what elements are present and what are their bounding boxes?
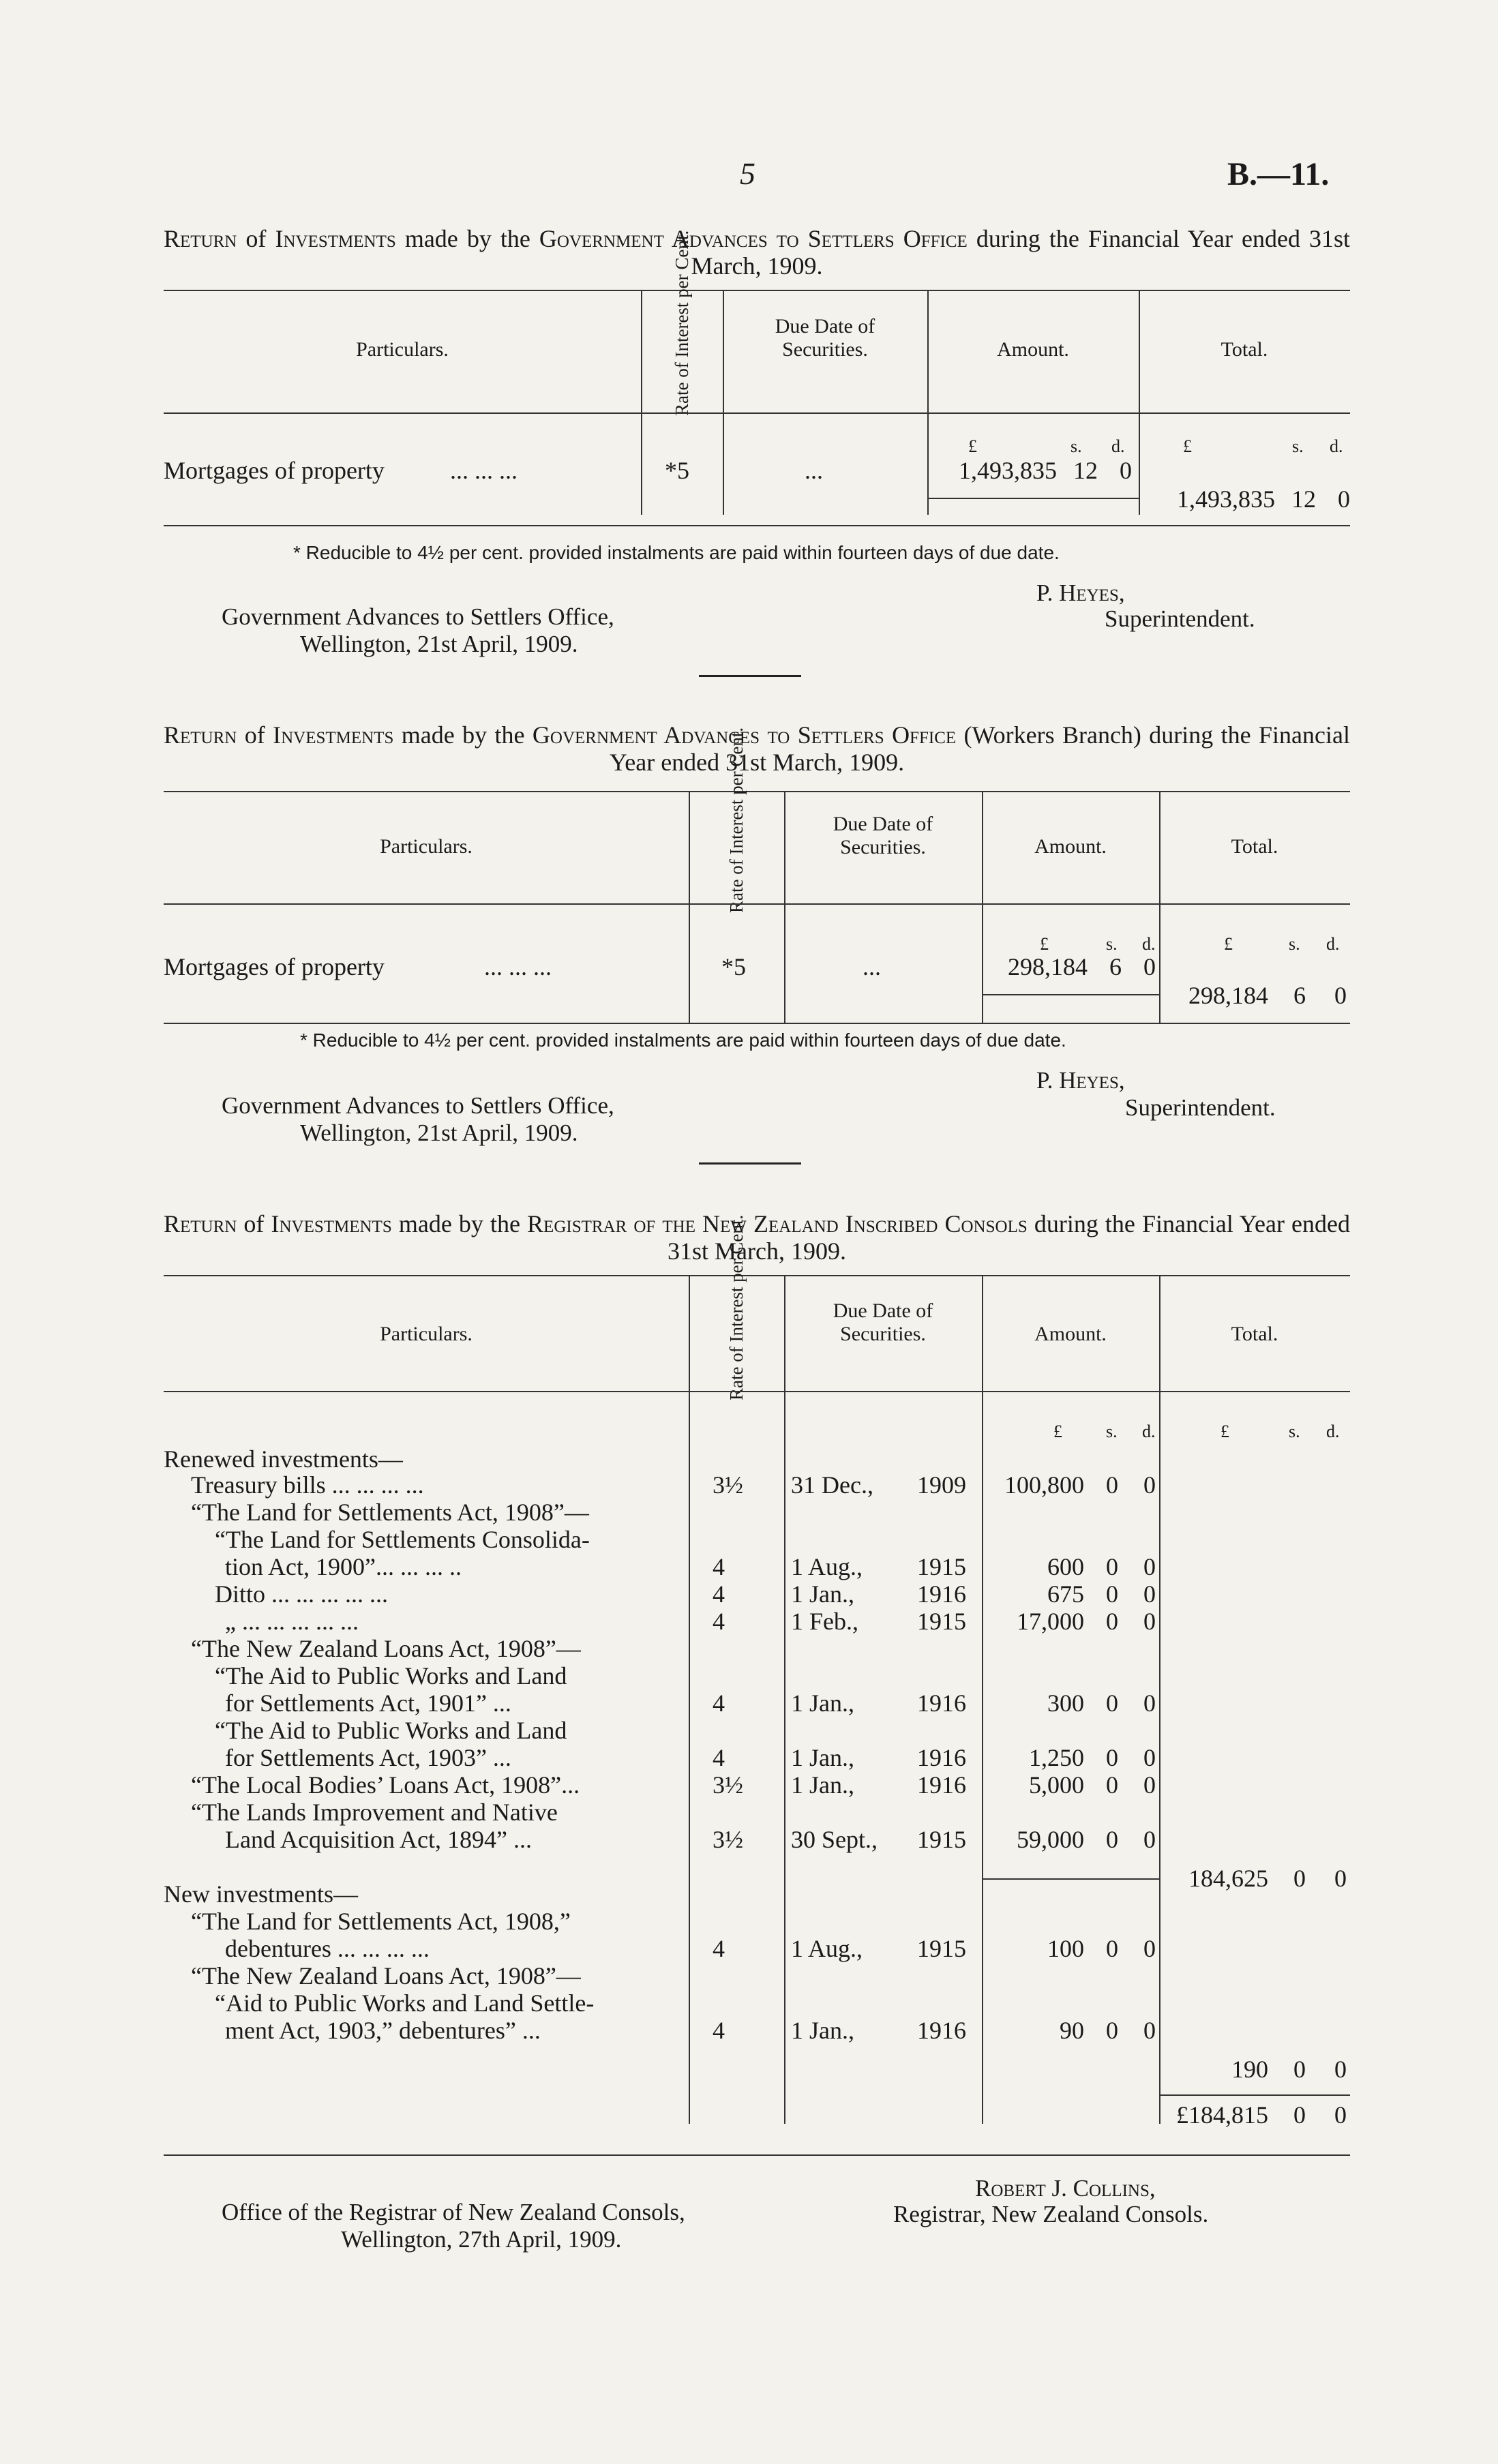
row-particulars: “The Aid to Public Works and Land xyxy=(215,1662,567,1689)
signatory-name: P. Heyes, xyxy=(1036,580,1125,606)
amount-pounds: 600 xyxy=(1047,1553,1084,1580)
header-particulars: Particulars. xyxy=(380,835,473,858)
currency-d: d. xyxy=(1330,436,1343,456)
row-particulars: for Settlements Act, 1901” ... xyxy=(225,1689,511,1717)
section-heading: Return of Investments made by the Government Advances to Settlers Office (Workers Branch) during the Financial Year ended 31st March, 1909. xyxy=(164,721,1351,776)
signatory-title: Superintendent. xyxy=(1125,1094,1276,1121)
header-total: Total. xyxy=(1231,835,1278,858)
section-separator xyxy=(699,675,801,677)
column-divider xyxy=(784,791,785,1023)
row-rate: 4 xyxy=(713,2017,725,2044)
row-particulars: Mortgages of property xyxy=(164,457,385,484)
signatory-name: P. Heyes, xyxy=(1036,1067,1125,1094)
header-rule xyxy=(164,903,1350,905)
currency-s: s. xyxy=(1070,436,1082,456)
subtotal-pence: 0 xyxy=(1334,2056,1347,2083)
amount-shillings: 0 xyxy=(1106,1771,1118,1799)
row-particulars: “The Local Bodies’ Loans Act, 1908”... xyxy=(191,1771,580,1799)
amount-shillings: 0 xyxy=(1106,1744,1118,1771)
grand-total-pence: 0 xyxy=(1334,2101,1347,2129)
amount-pence: 0 xyxy=(1143,1935,1156,1962)
row-rate: 4 xyxy=(713,1935,725,1962)
signatory-title: Superintendent. xyxy=(1105,605,1255,632)
grand-total-shillings: 0 xyxy=(1293,2101,1306,2129)
row-rate: 3½ xyxy=(713,1471,743,1499)
amount-pounds: 1,493,835 xyxy=(959,457,1057,484)
row-due-year: 1916 xyxy=(917,2017,966,2044)
column-divider xyxy=(723,290,724,515)
amount-shillings: 0 xyxy=(1106,2017,1118,2044)
amount-shillings: 0 xyxy=(1106,1935,1118,1962)
amount-pence: 0 xyxy=(1143,1689,1156,1717)
row-due-year: 1915 xyxy=(917,1935,966,1962)
row-due-day: 30 Sept., xyxy=(791,1826,878,1853)
row-rate: *5 xyxy=(721,953,746,980)
amount-pence: 0 xyxy=(1143,1608,1156,1635)
amount-shillings: 0 xyxy=(1106,1580,1118,1608)
amount-pounds: 90 xyxy=(1060,2017,1084,2044)
total-pence: 0 xyxy=(1338,485,1350,513)
column-divider xyxy=(689,1275,690,2124)
currency-d: d. xyxy=(1326,934,1340,954)
column-divider xyxy=(641,290,642,515)
amount-pounds: 300 xyxy=(1047,1689,1084,1717)
row-due-year: 1916 xyxy=(917,1580,966,1608)
column-divider xyxy=(1159,1275,1160,2124)
amount-pounds: 5,000 xyxy=(1029,1771,1084,1799)
footnote: * Reducible to 4½ per cent. provided instalments are paid within fourteen days of due date. xyxy=(300,1030,1066,1051)
amount-shillings: 0 xyxy=(1106,1553,1118,1580)
header-due-date: Due Date of Securities. xyxy=(833,813,933,858)
amount-pounds: 298,184 xyxy=(1008,953,1088,980)
table-top-rule xyxy=(164,1275,1350,1276)
header-due-date: Due Date of Securities. xyxy=(775,315,875,361)
header-rate: Rate of Interest per Cent. xyxy=(672,230,692,416)
subtotal-rule xyxy=(982,1878,1159,1880)
row-due-year: 1916 xyxy=(917,1744,966,1771)
row-particulars: for Settlements Act, 1903” ... xyxy=(225,1744,511,1771)
amount-pounds: 675 xyxy=(1047,1580,1084,1608)
amount-pounds: 17,000 xyxy=(1017,1608,1084,1635)
document-reference: B.—11. xyxy=(1227,156,1330,192)
grand-total-rule xyxy=(1159,2094,1350,2096)
row-due-day: 1 Jan., xyxy=(791,1580,854,1608)
amount-shillings: 6 xyxy=(1109,953,1122,980)
subtotal-pence: 0 xyxy=(1334,1865,1347,1892)
footnote: * Reducible to 4½ per cent. provided instalments are paid within fourteen days of due date. xyxy=(293,542,1060,563)
column-divider xyxy=(982,791,983,1023)
amount-pence: 0 xyxy=(1143,1771,1156,1799)
subtotal-shillings: 0 xyxy=(1293,1865,1306,1892)
row-particulars: Land Acquisition Act, 1894” ... xyxy=(225,1826,532,1853)
header-rule xyxy=(164,412,1350,414)
currency-s: s. xyxy=(1289,1422,1300,1441)
currency-d: d. xyxy=(1142,1422,1156,1441)
row-due-day: 1 Jan., xyxy=(791,2017,854,2044)
amount-pence: 0 xyxy=(1143,1471,1156,1499)
row-particulars: „ ... ... ... ... ... xyxy=(225,1608,359,1635)
table-bottom-rule xyxy=(164,525,1350,526)
row-due-day: 1 Aug., xyxy=(791,1935,863,1962)
table-top-rule xyxy=(164,791,1350,792)
subtotal-pounds: 190 xyxy=(1231,2056,1268,2083)
row-particulars: Ditto ... ... ... ... ... xyxy=(215,1580,389,1608)
amount-pounds: 1,250 xyxy=(1029,1744,1084,1771)
currency-l: £ xyxy=(968,436,977,456)
amount-pence: 0 xyxy=(1143,1826,1156,1853)
header-amount: Amount. xyxy=(1034,835,1107,858)
amount-total-rule xyxy=(927,498,1139,499)
section-heading: Return of Investments made by the Registrar of the New Zealand Inscribed Consols during the Financial Year ended 31st March, 1909. xyxy=(164,1210,1351,1265)
office-name: Office of the Registrar of New Zealand Consols, xyxy=(222,2199,685,2225)
column-divider xyxy=(927,290,929,515)
row-particulars: “The Lands Improvement and Native xyxy=(191,1799,558,1826)
leader-dots: ... ... ... xyxy=(484,953,552,980)
header-rule xyxy=(164,1391,1350,1392)
currency-l: £ xyxy=(1040,934,1049,954)
row-particulars: New investments— xyxy=(164,1880,358,1908)
amount-pounds: 59,000 xyxy=(1017,1826,1084,1853)
row-rate: 4 xyxy=(713,1608,725,1635)
total-pounds: 298,184 xyxy=(1188,982,1268,1009)
row-due-year: 1909 xyxy=(917,1471,966,1499)
row-due-day: 1 Jan., xyxy=(791,1744,854,1771)
place-date: Wellington, 27th April, 1909. xyxy=(341,2226,622,2253)
place-date: Wellington, 21st April, 1909. xyxy=(300,631,578,657)
row-particulars: Renewed investments— xyxy=(164,1445,403,1473)
subtotal-pounds: 184,625 xyxy=(1188,1865,1268,1892)
row-due-day: 31 Dec., xyxy=(791,1471,873,1499)
row-due-year: 1915 xyxy=(917,1553,966,1580)
header-total: Total. xyxy=(1231,1323,1278,1345)
section-separator xyxy=(699,1162,801,1165)
amount-shillings: 0 xyxy=(1106,1608,1118,1635)
row-particulars: ment Act, 1903,” debentures” ... xyxy=(225,2017,541,2044)
currency-l: £ xyxy=(1220,1422,1229,1441)
leader-dots: ... ... ... xyxy=(450,457,518,484)
row-rate: *5 xyxy=(665,457,689,484)
amount-pounds: 100,800 xyxy=(1004,1471,1084,1499)
amount-shillings: 12 xyxy=(1073,457,1098,484)
row-due: ... xyxy=(805,457,823,484)
total-shillings: 6 xyxy=(1293,982,1306,1009)
header-rate: Rate of Interest per Cent. xyxy=(726,727,747,913)
table-top-rule xyxy=(164,290,1350,291)
row-due-year: 1915 xyxy=(917,1826,966,1853)
row-due-day: 1 Aug., xyxy=(791,1553,863,1580)
currency-s: s. xyxy=(1292,436,1304,456)
column-divider xyxy=(1139,290,1140,515)
row-due-year: 1916 xyxy=(917,1771,966,1799)
amount-shillings: 0 xyxy=(1106,1826,1118,1853)
row-due-year: 1915 xyxy=(917,1608,966,1635)
amount-pence: 0 xyxy=(1143,1553,1156,1580)
row-due-day: 1 Feb., xyxy=(791,1608,858,1635)
row-particulars: tion Act, 1900”... ... ... .. xyxy=(225,1553,462,1580)
amount-total-rule xyxy=(982,994,1159,995)
table-bottom-rule xyxy=(164,2154,1350,2156)
row-particulars: “The New Zealand Loans Act, 1908”— xyxy=(191,1962,581,1989)
row-particulars: “The Land for Settlements Act, 1908,” xyxy=(191,1908,571,1935)
currency-l: £ xyxy=(1224,934,1233,954)
row-due-day: 1 Jan., xyxy=(791,1689,854,1717)
page-number: 5 xyxy=(740,156,755,191)
amount-pence: 0 xyxy=(1143,1580,1156,1608)
currency-s: s. xyxy=(1106,1422,1118,1441)
row-rate: 4 xyxy=(713,1689,725,1717)
currency-l: £ xyxy=(1053,1422,1062,1441)
total-pounds: 1,493,835 xyxy=(1177,485,1275,513)
currency-d: d. xyxy=(1111,436,1125,456)
total-pence: 0 xyxy=(1334,982,1347,1009)
header-particulars: Particulars. xyxy=(380,1323,473,1345)
office-name: Government Advances to Settlers Office, xyxy=(222,1092,614,1119)
signatory-name: Robert J. Collins, xyxy=(975,2175,1156,2202)
header-due-date: Due Date of Securities. xyxy=(833,1299,933,1345)
header-total: Total. xyxy=(1220,338,1268,361)
row-rate: 4 xyxy=(713,1553,725,1580)
amount-shillings: 0 xyxy=(1106,1689,1118,1717)
row-rate: 4 xyxy=(713,1744,725,1771)
total-shillings: 12 xyxy=(1291,485,1316,513)
row-particulars: Treasury bills ... ... ... ... xyxy=(191,1471,424,1499)
table-bottom-rule xyxy=(164,1023,1350,1024)
row-particulars: “The Aid to Public Works and Land xyxy=(215,1717,567,1744)
row-due: ... xyxy=(863,953,881,980)
currency-s: s. xyxy=(1289,934,1300,954)
place-date: Wellington, 21st April, 1909. xyxy=(300,1120,578,1146)
header-rate: Rate of Interest per Cent. xyxy=(726,1214,747,1400)
amount-pence: 0 xyxy=(1143,953,1156,980)
header-amount: Amount. xyxy=(997,338,1069,361)
row-due-year: 1916 xyxy=(917,1689,966,1717)
grand-total-pounds: £184,815 xyxy=(1176,2101,1268,2129)
row-particulars: “The New Zealand Loans Act, 1908”— xyxy=(191,1635,581,1662)
column-divider xyxy=(689,791,690,1023)
header-amount: Amount. xyxy=(1034,1323,1107,1345)
subtotal-shillings: 0 xyxy=(1293,2056,1306,2083)
row-particulars: “The Land for Settlements Act, 1908”— xyxy=(191,1499,589,1526)
column-divider xyxy=(784,1275,785,2124)
row-due-day: 1 Jan., xyxy=(791,1771,854,1799)
row-particulars: debentures ... ... ... ... xyxy=(225,1935,430,1962)
section-heading: Return of Investments made by the Government Advances to Settlers Office during the Financial Year ended 31st March, 1909. xyxy=(164,225,1351,280)
currency-l: £ xyxy=(1183,436,1192,456)
amount-pounds: 100 xyxy=(1047,1935,1084,1962)
currency-d: d. xyxy=(1326,1422,1340,1441)
row-rate: 3½ xyxy=(713,1771,743,1799)
currency-s: s. xyxy=(1106,934,1118,954)
amount-shillings: 0 xyxy=(1106,1471,1118,1499)
row-particulars: Mortgages of property xyxy=(164,953,385,980)
row-particulars: “The Land for Settlements Consolida- xyxy=(215,1526,590,1553)
amount-pence: 0 xyxy=(1143,1744,1156,1771)
office-name: Government Advances to Settlers Office, xyxy=(222,603,614,630)
amount-pence: 0 xyxy=(1143,2017,1156,2044)
amount-pence: 0 xyxy=(1120,457,1132,484)
row-particulars: “Aid to Public Works and Land Settle- xyxy=(215,1989,595,2017)
row-rate: 3½ xyxy=(713,1826,743,1853)
row-rate: 4 xyxy=(713,1580,725,1608)
header-particulars: Particulars. xyxy=(356,338,449,361)
currency-d: d. xyxy=(1142,934,1156,954)
signatory-title: Registrar, New Zealand Consols. xyxy=(893,2201,1209,2227)
